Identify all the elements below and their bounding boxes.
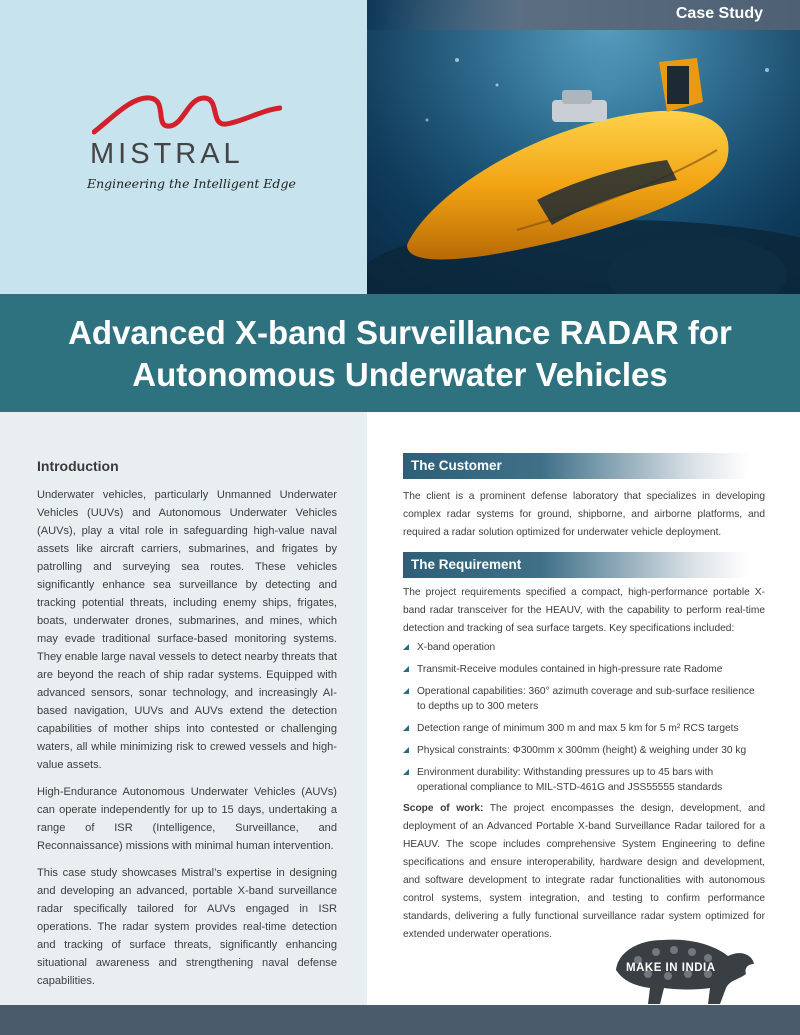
triangle-bullet-icon <box>403 688 409 694</box>
triangle-bullet-icon <box>403 747 409 753</box>
page-title-line2: Autonomous Underwater Vehicles <box>132 356 668 393</box>
requirement-heading: The Requirement <box>411 557 522 572</box>
triangle-bullet-icon <box>403 769 409 775</box>
case-study-bar <box>367 0 800 30</box>
introduction-body <box>37 486 337 999</box>
hero-image-panel <box>367 0 800 294</box>
mistral-logo <box>82 88 296 198</box>
page-title <box>0 312 800 396</box>
requirement-list <box>403 640 765 795</box>
make-in-india-badge <box>608 930 758 1004</box>
underwater-vehicle-image <box>367 30 800 294</box>
scope-of-work-body: The project encompasses the design, development, and deployment of an Advanced Portable X-band Surveillance Radar tailored for a HEAUV. The scope includes comprehensive System Engineering to define specifications and ensure interoperability, hardware design and development, and software development to integrate radar functionalities with autonomous control systems, system integration, and testing to confirm performance standards, delivering a fully functional surveillance radar system optimized for extended underwater operations. <box>403 803 765 940</box>
make-in-india-text: MAKE IN INDIA <box>626 962 716 974</box>
page-title-line1: Advanced X-band Surveillance RADAR for <box>68 314 732 351</box>
logo-swoosh-icon <box>92 88 282 140</box>
introduction-paragraph: This case study showcases Mistral’s expertise in designing and developing an advanced, portable X-band surveillance radar specifically tailored for AUVs engaged in ISR operations. The radar system provides real-time detection and tracking of surface threats, significantly enhancing situational awareness and strengthening naval defense capabilities. <box>37 867 337 987</box>
list-item: Operational capabilities: 360° azimuth coverage and sub-surface resilience to depths up to 300 meters <box>403 684 765 714</box>
customer-heading-bar <box>403 453 749 479</box>
logo-wordmark: MISTRAL <box>90 138 244 170</box>
scope-of-work-text <box>403 800 765 944</box>
customer-text: The client is a prominent defense laboratory that specializes in developing complex radar systems for ground, shipborne, and airborne platforms, and required a radar solution optimized for underwater vehicle deployment. <box>403 491 765 538</box>
case-study-label: Case Study <box>675 5 763 22</box>
triangle-bullet-icon <box>403 725 409 731</box>
introduction-heading: Introduction <box>37 458 119 474</box>
list-item: Physical constraints: Φ300mm x 300mm (height) & weighing under 30 kg <box>403 743 765 758</box>
triangle-bullet-icon <box>403 644 409 650</box>
footer-bar <box>0 1005 800 1035</box>
list-item: Detection range of minimum 300 m and max 5 km for 5 m² RCS targets <box>403 721 765 736</box>
requirement-heading-bar <box>403 552 749 578</box>
introduction-paragraph: Underwater vehicles, particularly Unmanned Underwater Vehicles (UUVs) and Autonomous Underwater Vehicles (AUVs), play a vital role in safeguarding high-value naval assets like aircraft carriers, submarines, and frigates by patrolling and surveying sea routes. These vehicles significantly enhance sea surveillance by detecting and tracking potential threats, including enemy ships, frigates, boats, underwater drones, submarines, and mines, which may evade traditional surface-based monitoring systems. They enable large naval vessels to detect nearby threats that are beyond the reach of ship radar systems. Equipped with advanced sensors, sonar technology, and increasingly AI-based navigation, UUVs and AUVs extend the detection capabilities of mother ships into contested or challenging waters, all while minimizing risk to crewed vessels and high-value assets. <box>37 489 337 771</box>
customer-heading: The Customer <box>411 458 502 473</box>
scope-of-work-label: Scope of work: <box>403 803 484 814</box>
list-item: Environment durability: Withstanding pressures up to 45 bars with operational compliance to MIL-STD-461G and JSS55555 standards <box>403 765 765 795</box>
requirement-text: The project requirements specified a compact, high-performance portable X-band radar transceiver for the HEAUV, with the capability to perform real-time detection and tracking of sea surface targets. Key specifications included: <box>403 587 765 634</box>
triangle-bullet-icon <box>403 666 409 672</box>
introduction-paragraph: High-Endurance Autonomous Underwater Vehicles (AUVs) can operate independently for up to 15 days, undertaking a range of ISR (Intelligence, Surveillance, and Reconnaissance) missions with minimal human intervention. <box>37 786 337 852</box>
logo-tagline: Engineering the Intelligent Edge <box>87 176 296 191</box>
list-item: Transmit-Receive modules contained in high-pressure rate Radome <box>403 662 765 677</box>
list-item: X-band operation <box>403 640 765 655</box>
